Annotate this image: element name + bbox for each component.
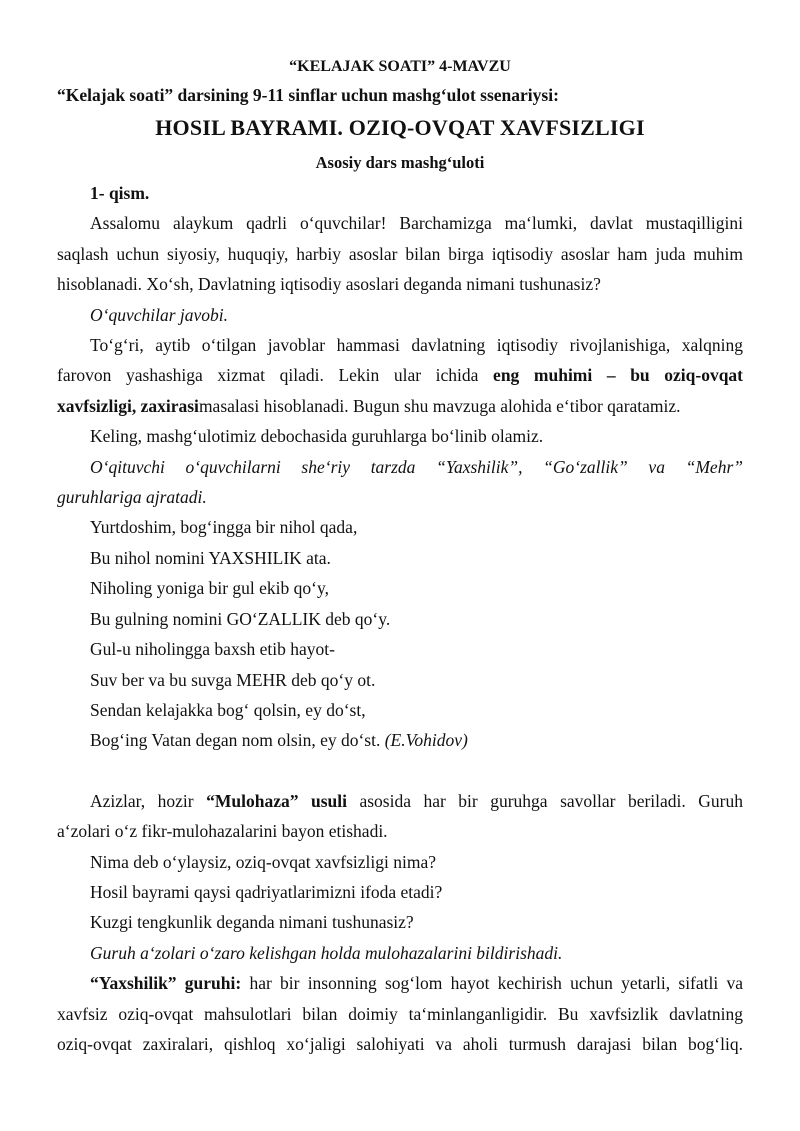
grouping-paragraph: Keling, mashg‘ulotimiz debochasida guruhlarga bo‘linib olamiz.	[90, 426, 544, 447]
poem-line: Bu gulning nomini GO‘ZALLIK deb qo‘y.	[90, 608, 391, 629]
question-item: Kuzgi tengkunlik deganda nimani tushunasiz?	[90, 912, 414, 933]
student-answer-note: O‘quvchilar javobi.	[90, 304, 229, 325]
discussion-intro	[57, 786, 743, 847]
scenario-subtitle: “Kelajak soati” darsining 9-11 sinflar uchun mashg‘ulot ssenariysi:	[57, 85, 559, 105]
poem-line: Bu nihol nomini YAXSHILIK ata.	[90, 547, 331, 568]
paragraph-line: hisoblanadi. Xo‘sh, Davlatning iqtisodiy asoslari deganda nimani tushunasiz?	[57, 274, 601, 295]
question-item: Hosil bayrami qaysi qadriyatlarimizni ifoda etadi?	[90, 881, 443, 902]
text-span: har bir insonning sog‘lom hayot kechirish uchun yetarli, sifatli va	[241, 973, 743, 994]
paragraph-line: Assalomu alaykum qadrli o‘quvchilar! Barchamizga ma‘lumki, davlat mustaqilligini	[90, 213, 743, 234]
text-span: masalasi hisoblanadi. Bugun shu mavzuga alohida e‘tibor qaratamiz.	[198, 395, 681, 416]
poem-line: Sendan kelajakka bog‘ qolsin, ey do‘st,	[90, 699, 366, 720]
text-span: Azizlar, hozir	[90, 790, 207, 811]
poem-author: (E.Vohidov)	[384, 730, 468, 751]
paragraph-line: xavfsiz oziq-ovqat mahsulotlari bilan doimiy ta‘minlanganligidir. Bu xavfsizlik davlatning	[57, 1003, 743, 1024]
paragraph-line	[57, 360, 743, 390]
group-answer-paragraph	[57, 968, 743, 1059]
document-page	[57, 52, 743, 1059]
question-item: Nima deb o‘ylaysiz, oziq-ovqat xavfsizligi nima?	[90, 851, 437, 872]
question-list	[57, 847, 743, 938]
lesson-heading: Asosiy dars mashg‘uloti	[315, 153, 485, 172]
poem-line	[57, 725, 743, 755]
group-label: “Yaxshilik” guruhi:	[90, 973, 242, 994]
poem	[57, 512, 743, 755]
paragraph-line	[57, 391, 743, 421]
text-span: farovon yashashiga xizmat qiladi. Lekin ular ichida	[57, 365, 494, 386]
poem-line: Yurtdoshim, bog‘ingga bir nihol qada,	[90, 517, 358, 538]
poem-line: Suv ber va bu suvga MEHR deb qo‘y ot.	[90, 669, 376, 690]
paragraph-line: oziq-ovqat zaxiralari, qishloq xo‘jaligi salohiyati va aholi turmush darajasi bilan bog‘liq.	[57, 1033, 743, 1054]
section-label: 1- qism.	[90, 183, 150, 203]
page-title: HOSIL BAYRAMI. OZIQ-OVQAT XAVFSIZLIGI	[155, 115, 645, 140]
paragraph-line	[57, 968, 743, 998]
spacer	[57, 756, 743, 786]
food-security-paragraph	[57, 330, 743, 421]
emphasis-text: eng muhimi – bu oziq-ovqat	[493, 365, 744, 386]
poem-line: Niholing yoniga bir gul ekib qo‘y,	[90, 578, 329, 599]
paragraph-line: guruhlariga ajratadi.	[57, 487, 207, 508]
paragraph-line: To‘g‘ri, aytib o‘tilgan javoblar hammasi davlatning iqtisodiy rivojlanishiga, xalqning	[90, 335, 743, 356]
topic-heading: “KELAJAK SOATI” 4-MAVZU	[289, 58, 511, 75]
text-span: asosida har bir guruhga savollar beriladi. Guruh	[346, 790, 743, 811]
teacher-note	[57, 452, 743, 513]
paragraph-line	[57, 786, 743, 816]
method-name: “Mulohaza” usuli	[206, 790, 347, 811]
poem-line: Gul-u niholingga baxsh etib hayot-	[90, 639, 335, 660]
paragraph-line: a‘zolari o‘z fikr-mulohazalarini bayon etishadi.	[57, 821, 388, 842]
group-note: Guruh a‘zolari o‘zaro kelishgan holda mulohazalarini bildirishadi.	[90, 942, 563, 963]
emphasis-text: xavfsizligi, zaxirasi	[57, 395, 199, 416]
intro-paragraph	[57, 208, 743, 299]
text-span: Bog‘ing Vatan degan nom olsin, ey do‘st.	[90, 730, 385, 751]
paragraph-line: O‘qituvchi o‘quvchilarni she‘riy tarzda “Yaxshilik”, “Go‘zallik” va “Mehr”	[90, 456, 743, 477]
paragraph-line: saqlash uchun siyosiy, huquqiy, harbiy asoslar bilan birga iqtisodiy asoslar ham juda muhim	[57, 243, 743, 264]
